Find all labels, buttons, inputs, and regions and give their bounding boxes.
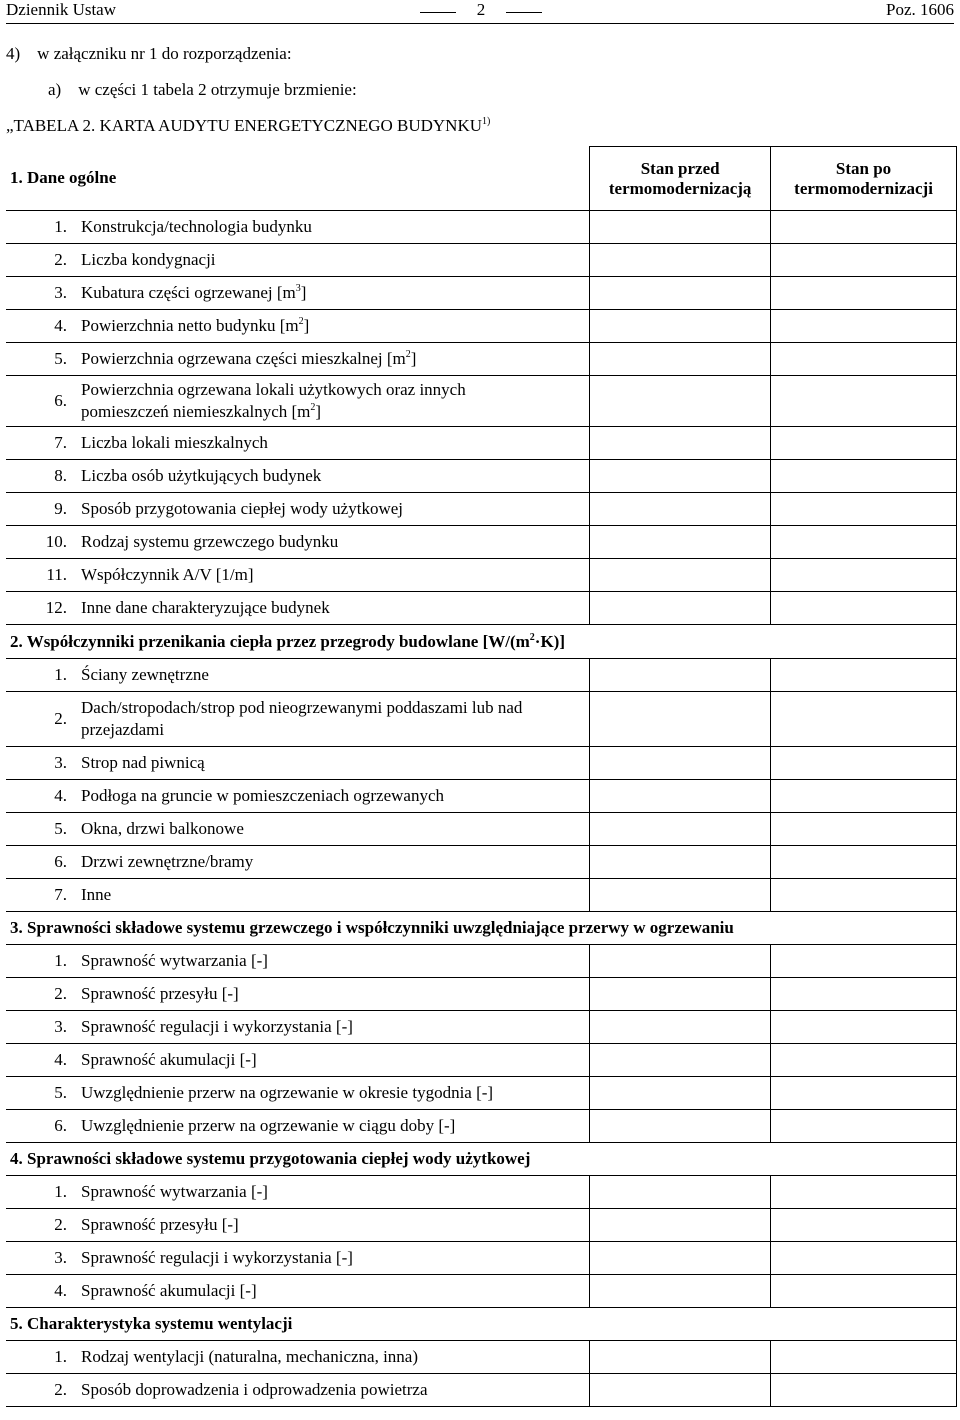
row-number: 10. [45,532,67,551]
value-after-cell[interactable] [771,427,957,460]
table-row [6,526,957,559]
row-label [6,592,590,625]
row-number: 9. [54,499,67,518]
row-text: Kubatura części ogrzewanej $[m^3]$ [81,283,307,302]
row-number: 2. [54,1215,67,1234]
value-before-cell[interactable] [590,1209,771,1242]
value-before-cell[interactable] [590,493,771,526]
row-number: 5. [54,1083,67,1102]
row-number: 4. [54,1050,67,1069]
row-number: 7. [54,885,67,904]
value-before-cell[interactable] [590,846,771,879]
value-after-cell[interactable] [771,1044,957,1077]
table-row [6,493,957,526]
value-after-cell[interactable] [771,659,957,692]
header-divider [6,23,954,24]
row-text: Powierzchnia ogrzewana lokali użytkowych oraz innych pomieszczeń niemieszkalnych $[m^2]$ [81,380,466,421]
table-row [6,1209,957,1242]
table-row [6,846,957,879]
value-before-cell[interactable] [590,559,771,592]
section-2-title: 2. Współczynniki przenikania ciepła przez przegrody budowlane $[W/(m^2\cdot K)]$ [6,625,957,659]
value-before-cell[interactable] [590,1044,771,1077]
row-label [6,559,590,592]
row-number: 4. [54,786,67,805]
row-number: 3. [54,283,67,302]
value-after-cell[interactable] [771,277,957,310]
table-row [6,747,957,780]
value-before-cell[interactable] [590,780,771,813]
row-text: Okna, drzwi balkonowe [81,819,244,838]
section-3-title: 3. Sprawności składowe systemu grzewczego i współczynniki uwzględniające przerwy w ogrzewaniu [6,912,957,945]
section-1-title: 1. Dane ogólne [6,147,590,211]
value-before-cell[interactable] [590,1176,771,1209]
row-text: Sprawność przesyłu [-] [81,984,239,1003]
table-row [6,376,957,427]
row-number: 6. [54,1116,67,1135]
row-text: Rodzaj wentylacji (naturalna, mechaniczna, inna) [81,1347,419,1366]
row-text: Sprawność wytwarzania [-] [81,1182,268,1201]
row-number: 4. [54,316,67,335]
row-number: 2. [54,984,67,1003]
value-after-cell[interactable] [771,211,957,244]
table-row [6,780,957,813]
value-after-cell[interactable] [771,376,957,427]
row-text: Liczba kondygnacji [81,250,216,269]
row-text: Ściany zewnętrzne [81,665,209,684]
value-before-cell[interactable] [590,1341,771,1374]
value-after-cell[interactable] [771,460,957,493]
table-caption-text: „TABELA 2. KARTA AUDYTU ENERGETYCZNEGO BUDYNKU [6,116,482,135]
row-text: Sprawność wytwarzania [-] [81,951,268,970]
row-label [6,526,590,559]
row-number: 3. [54,1017,67,1036]
row-label [6,945,590,978]
value-before-cell[interactable] [590,310,771,343]
value-before-cell[interactable] [590,526,771,559]
row-text: Powierzchnia ogrzewana części mieszkalnej $[m^2]$ [81,349,417,368]
value-after-cell[interactable] [771,343,957,376]
table-row [6,1176,957,1209]
row-label [6,1341,590,1374]
row-text: Inne [81,885,112,904]
value-after-cell[interactable] [771,1275,957,1308]
row-text: Liczba lokali mieszkalnych [81,433,268,452]
footnote-ref: 1) [482,116,491,127]
row-text: Sposób przygotowania ciepłej wody użytkowej [81,499,403,518]
row-text: Sprawność przesyłu [-] [81,1215,239,1234]
value-before-cell[interactable] [590,978,771,1011]
intro-line-1: 4) w załączniku nr 1 do rozporządzenia: [6,44,292,63]
row-label [6,1242,590,1275]
section-3-rows [6,945,957,1143]
value-before-cell[interactable] [590,460,771,493]
value-after-cell[interactable] [771,747,957,780]
row-label [6,1077,590,1110]
table-row [6,813,957,846]
table-row [6,427,957,460]
value-after-cell[interactable] [771,559,957,592]
value-after-cell[interactable] [771,1242,957,1275]
row-number: 3. [54,753,67,772]
table-row [6,592,957,625]
row-number: 12. [45,598,67,617]
row-label [6,978,590,1011]
value-after-cell[interactable] [771,1077,957,1110]
value-before-cell[interactable] [590,1077,771,1110]
row-number: 4. [54,1281,67,1300]
section-5-title: 5. Charakterystyka systemu wentylacji [6,1308,957,1341]
row-text: Podłoga na gruncie w pomieszczeniach ogrzewanych [81,786,444,805]
row-text: Inne dane charakteryzujące budynek [81,598,330,617]
value-before-cell[interactable] [590,945,771,978]
value-before-cell[interactable] [590,747,771,780]
value-after-cell[interactable] [771,592,957,625]
value-after-cell[interactable] [771,1209,957,1242]
value-after-cell[interactable] [771,813,957,846]
row-number: 11. [46,565,67,584]
row-label [6,1209,590,1242]
row-number: 8. [54,466,67,485]
row-text: Rodzaj systemu grzewczego budynku [81,532,339,551]
row-label [6,244,590,277]
value-after-cell[interactable] [771,1341,957,1374]
row-label [6,846,590,879]
row-label [6,813,590,846]
value-before-cell[interactable] [590,592,771,625]
table-row [6,1011,957,1044]
row-label [6,211,590,244]
table-row [6,1044,957,1077]
value-before-cell[interactable] [590,1110,771,1143]
row-number: 2. [54,709,67,728]
value-before-cell[interactable] [590,244,771,277]
table-row [6,460,957,493]
table-row [6,945,957,978]
row-text: Strop nad piwnicą [81,753,205,772]
row-text: Sprawność regulacji i wykorzystania [-] [81,1248,353,1267]
row-number: 1. [54,1347,67,1366]
row-number: 3. [54,1248,67,1267]
row-number: 6. [54,391,67,410]
table-row [6,310,957,343]
row-label [6,1110,590,1143]
row-text: Uwzględnienie przerw na ogrzewanie w ciągu doby [-] [81,1116,456,1135]
value-after-cell[interactable] [771,1011,957,1044]
row-label [6,747,590,780]
row-text: Sposób doprowadzenia i odprowadzenia powietrza [81,1380,428,1399]
value-after-cell[interactable] [771,780,957,813]
value-after-cell[interactable] [771,1374,957,1407]
value-after-cell[interactable] [771,879,957,912]
table-row [6,1275,957,1308]
table-row [6,277,957,310]
table-row [6,1077,957,1110]
value-after-cell[interactable] [771,493,957,526]
row-text: Uwzględnienie przerw na ogrzewanie w okresie tygodnia [-] [81,1083,494,1102]
row-number: 1. [54,1182,67,1201]
page-header [0,0,960,22]
table-row [6,343,957,376]
table-row [6,1242,957,1275]
row-text: Sprawność akumulacji [-] [81,1050,257,1069]
value-before-cell[interactable] [590,813,771,846]
row-number: 1. [54,951,67,970]
value-before-cell[interactable] [590,692,771,747]
value-before-cell[interactable] [590,1275,771,1308]
value-after-cell[interactable] [771,244,957,277]
section-5-rows [6,1341,957,1407]
row-label [6,427,590,460]
section-4-rows [6,1176,957,1308]
value-after-cell[interactable] [771,310,957,343]
value-before-cell[interactable] [590,659,771,692]
page-number: 2 [462,0,500,20]
row-number: 1. [54,665,67,684]
row-label [6,376,590,427]
row-text: Powierzchnia netto budynku $[m^2]$ [81,316,310,335]
value-before-cell[interactable] [590,376,771,427]
row-label [6,780,590,813]
row-number: 2. [54,250,67,269]
table-row [6,1110,957,1143]
table-row [6,1341,957,1374]
value-before-cell[interactable] [590,1242,771,1275]
table-row [6,211,957,244]
row-label [6,277,590,310]
row-text: Konstrukcja/technologia budynku [81,217,312,236]
row-label [6,310,590,343]
intro-line-2: a) w części 1 tabela 2 otrzymuje brzmienie: [48,80,357,99]
row-text: Sprawność akumulacji [-] [81,1281,257,1300]
table-row [6,879,957,912]
row-label [6,1275,590,1308]
row-text: Dach/stropodach/strop pod nieogrzewanymi poddaszami lub nad przejazdami [81,698,523,739]
row-label [6,1374,590,1407]
table-row [6,559,957,592]
row-label [6,879,590,912]
row-text: Liczba osób użytkujących budynek [81,466,322,485]
table-row [6,1374,957,1407]
value-after-cell[interactable] [771,526,957,559]
row-label [6,692,590,747]
column-after: Stan po termomodernizacji [771,147,957,211]
row-number: 7. [54,433,67,452]
value-after-cell[interactable] [771,945,957,978]
value-before-cell[interactable] [590,343,771,376]
value-after-cell[interactable] [771,978,957,1011]
section-1-rows [6,211,957,625]
table-caption [6,116,490,136]
row-label [6,493,590,526]
row-number: 5. [54,349,67,368]
row-number: 6. [54,852,67,871]
row-label [6,343,590,376]
row-label [6,460,590,493]
value-after-cell[interactable] [771,1110,957,1143]
value-after-cell[interactable] [771,692,957,747]
row-number: 2. [54,1380,67,1399]
value-before-cell[interactable] [590,211,771,244]
table-row [6,244,957,277]
value-before-cell[interactable] [590,1374,771,1407]
value-before-cell[interactable] [590,1011,771,1044]
column-before: Stan przed termomodernizacją [590,147,771,211]
value-before-cell[interactable] [590,427,771,460]
row-label [6,1011,590,1044]
journal-title: Dziennik Ustaw [6,0,117,19]
row-text: Sprawność regulacji i wykorzystania [-] [81,1017,353,1036]
table-row [6,978,957,1011]
row-label [6,1044,590,1077]
section-4-title: 4. Sprawności składowe systemu przygotowania ciepłej wody użytkowej [6,1143,957,1176]
table-row [6,692,957,747]
row-text: Drzwi zewnętrzne/bramy [81,852,254,871]
row-number: 1. [54,217,67,236]
value-after-cell[interactable] [771,846,957,879]
row-text: Współczynnik A/V [1/m] [81,565,254,584]
position-number: Poz. 1606 [886,0,954,19]
row-label [6,1176,590,1209]
value-before-cell[interactable] [590,879,771,912]
energy-audit-table [6,146,957,1407]
value-after-cell[interactable] [771,1176,957,1209]
value-before-cell[interactable] [590,277,771,310]
row-number: 5. [54,819,67,838]
row-label [6,659,590,692]
table-row [6,659,957,692]
section-2-rows [6,659,957,912]
